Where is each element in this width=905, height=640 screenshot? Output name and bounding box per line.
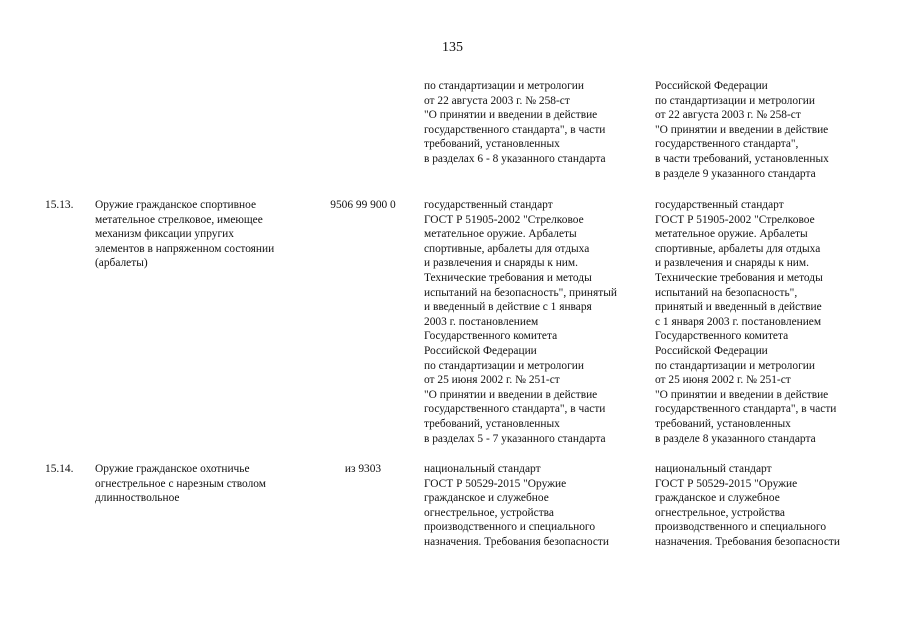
text-line: "О принятии и введении в действие xyxy=(424,388,598,401)
row-number: 15.14. xyxy=(45,463,74,475)
text-line: испытаний на безопасность", принятый xyxy=(424,286,617,299)
text-line: гражданское и служебное xyxy=(655,492,780,505)
standard-cell xyxy=(424,198,617,446)
text-line: метательное оружие. Арбалеты xyxy=(424,228,577,241)
text-line: "О принятии и введении в действие xyxy=(655,388,829,401)
tn-ved-code: 9506 99 900 0 xyxy=(330,199,396,211)
text-line: от 22 августа 2003 г. № 258-ст xyxy=(655,109,801,122)
text-line: и развлечения и снаряды к ним. xyxy=(655,257,809,270)
text-line: Государственного комитета xyxy=(655,330,789,343)
text-line: Технические требования и методы xyxy=(424,271,592,284)
text-line: ГОСТ Р 51905-2002 "Стрелковое xyxy=(655,213,815,226)
conformity-cell xyxy=(655,198,836,446)
text-line: ГОСТ Р 50529-2015 "Оружие xyxy=(655,477,798,490)
text-line: Российской Федерации xyxy=(424,344,537,357)
text-line: от 25 июня 2002 г. № 251-ст xyxy=(655,374,791,387)
text-line: и развлечения и снаряды к ним. xyxy=(424,257,578,270)
text-line: огнестрельное, устройства xyxy=(424,506,554,519)
text-line: государственного стандарта", в части xyxy=(424,123,606,136)
product-name-cell xyxy=(95,462,266,506)
text-line: в разделе 9 указанного стандарта xyxy=(655,167,816,180)
standard-cell xyxy=(424,462,609,550)
text-line: Государственного комитета xyxy=(424,330,558,343)
row-number: 15.13. xyxy=(45,199,74,211)
text-line: Технические требования и методы xyxy=(655,271,823,284)
text-line: государственный стандарт xyxy=(424,199,553,211)
tn-ved-code: из 9303 xyxy=(344,463,382,475)
text-line: государственный стандарт xyxy=(655,199,784,211)
text-line: производственного и специального xyxy=(424,521,596,534)
text-line: Российской Федерации xyxy=(655,344,768,357)
text-line: спортивные, арбалеты для отдыха xyxy=(424,242,590,255)
text-line: гражданское и служебное xyxy=(424,492,549,505)
continuation-standard-cell xyxy=(424,79,606,167)
text-line: испытаний на безопасность", xyxy=(655,286,798,299)
text-line: спортивные, арбалеты для отдыха xyxy=(655,242,821,255)
text-line: требований, установленных xyxy=(424,138,560,151)
text-line: требований, установленных xyxy=(424,417,560,430)
text-line: государственного стандарта", xyxy=(655,138,799,151)
text-line: назначения. Требования безопасности xyxy=(655,535,840,548)
text-line: от 25 июня 2002 г. № 251-ст xyxy=(424,374,560,387)
text-line: и введенный в действие с 1 января xyxy=(424,301,592,314)
text-line: элементов в напряженном состоянии xyxy=(95,242,275,255)
text-line: принятый и введенный в действие xyxy=(655,301,822,314)
text-line: длинноствольное xyxy=(95,492,180,505)
text-line: государственного стандарта", в части xyxy=(424,403,606,416)
text-line: национальный стандарт xyxy=(424,463,541,475)
text-line: по стандартизации и метрологии xyxy=(424,80,584,92)
text-line: "О принятии и введении в действие xyxy=(655,123,829,136)
text-line: в разделах 5 - 7 указанного стандарта xyxy=(424,432,606,445)
text-line: с 1 января 2003 г. постановлением xyxy=(655,315,822,328)
text-line: метательное стрелковое, имеющее xyxy=(95,213,263,226)
text-line: в части требований, установленных xyxy=(655,152,829,165)
text-line: по стандартизации и метрологии xyxy=(655,359,815,372)
text-line: "О принятии и введении в действие xyxy=(424,109,598,122)
text-line: национальный стандарт xyxy=(655,463,772,475)
conformity-cell xyxy=(655,462,840,550)
text-line: назначения. Требования безопасности xyxy=(424,535,609,548)
text-line: 2003 г. постановлением xyxy=(424,315,539,328)
text-line: государственного стандарта", в части xyxy=(655,403,837,416)
text-line: механизм фиксации упругих xyxy=(95,228,234,241)
text-line: по стандартизации и метрологии xyxy=(655,94,815,107)
text-line: Оружие гражданское охотничье xyxy=(95,463,250,475)
text-line: Оружие гражданское спортивное xyxy=(95,199,257,211)
text-line: в разделах 6 - 8 указанного стандарта xyxy=(424,152,606,165)
text-line: требований, установленных xyxy=(655,417,791,430)
page-number: 135 xyxy=(442,40,463,55)
text-line: Российской Федерации xyxy=(655,80,768,92)
product-name-cell xyxy=(95,198,274,271)
text-line: огнестрельное, устройства xyxy=(655,506,785,519)
text-line: по стандартизации и метрологии xyxy=(424,359,584,372)
text-line: огнестрельное с нарезным стволом xyxy=(95,477,266,490)
text-line: от 22 августа 2003 г. № 258-ст xyxy=(424,94,570,107)
text-line: метательное оружие. Арбалеты xyxy=(655,228,808,241)
text-line: ГОСТ Р 50529-2015 "Оружие xyxy=(424,477,567,490)
text-line: (арбалеты) xyxy=(95,257,148,270)
text-line: ГОСТ Р 51905-2002 "Стрелковое xyxy=(424,213,584,226)
continuation-conformity-cell xyxy=(655,79,829,181)
text-line: в разделе 8 указанного стандарта xyxy=(655,432,816,445)
text-line: производственного и специального xyxy=(655,521,827,534)
